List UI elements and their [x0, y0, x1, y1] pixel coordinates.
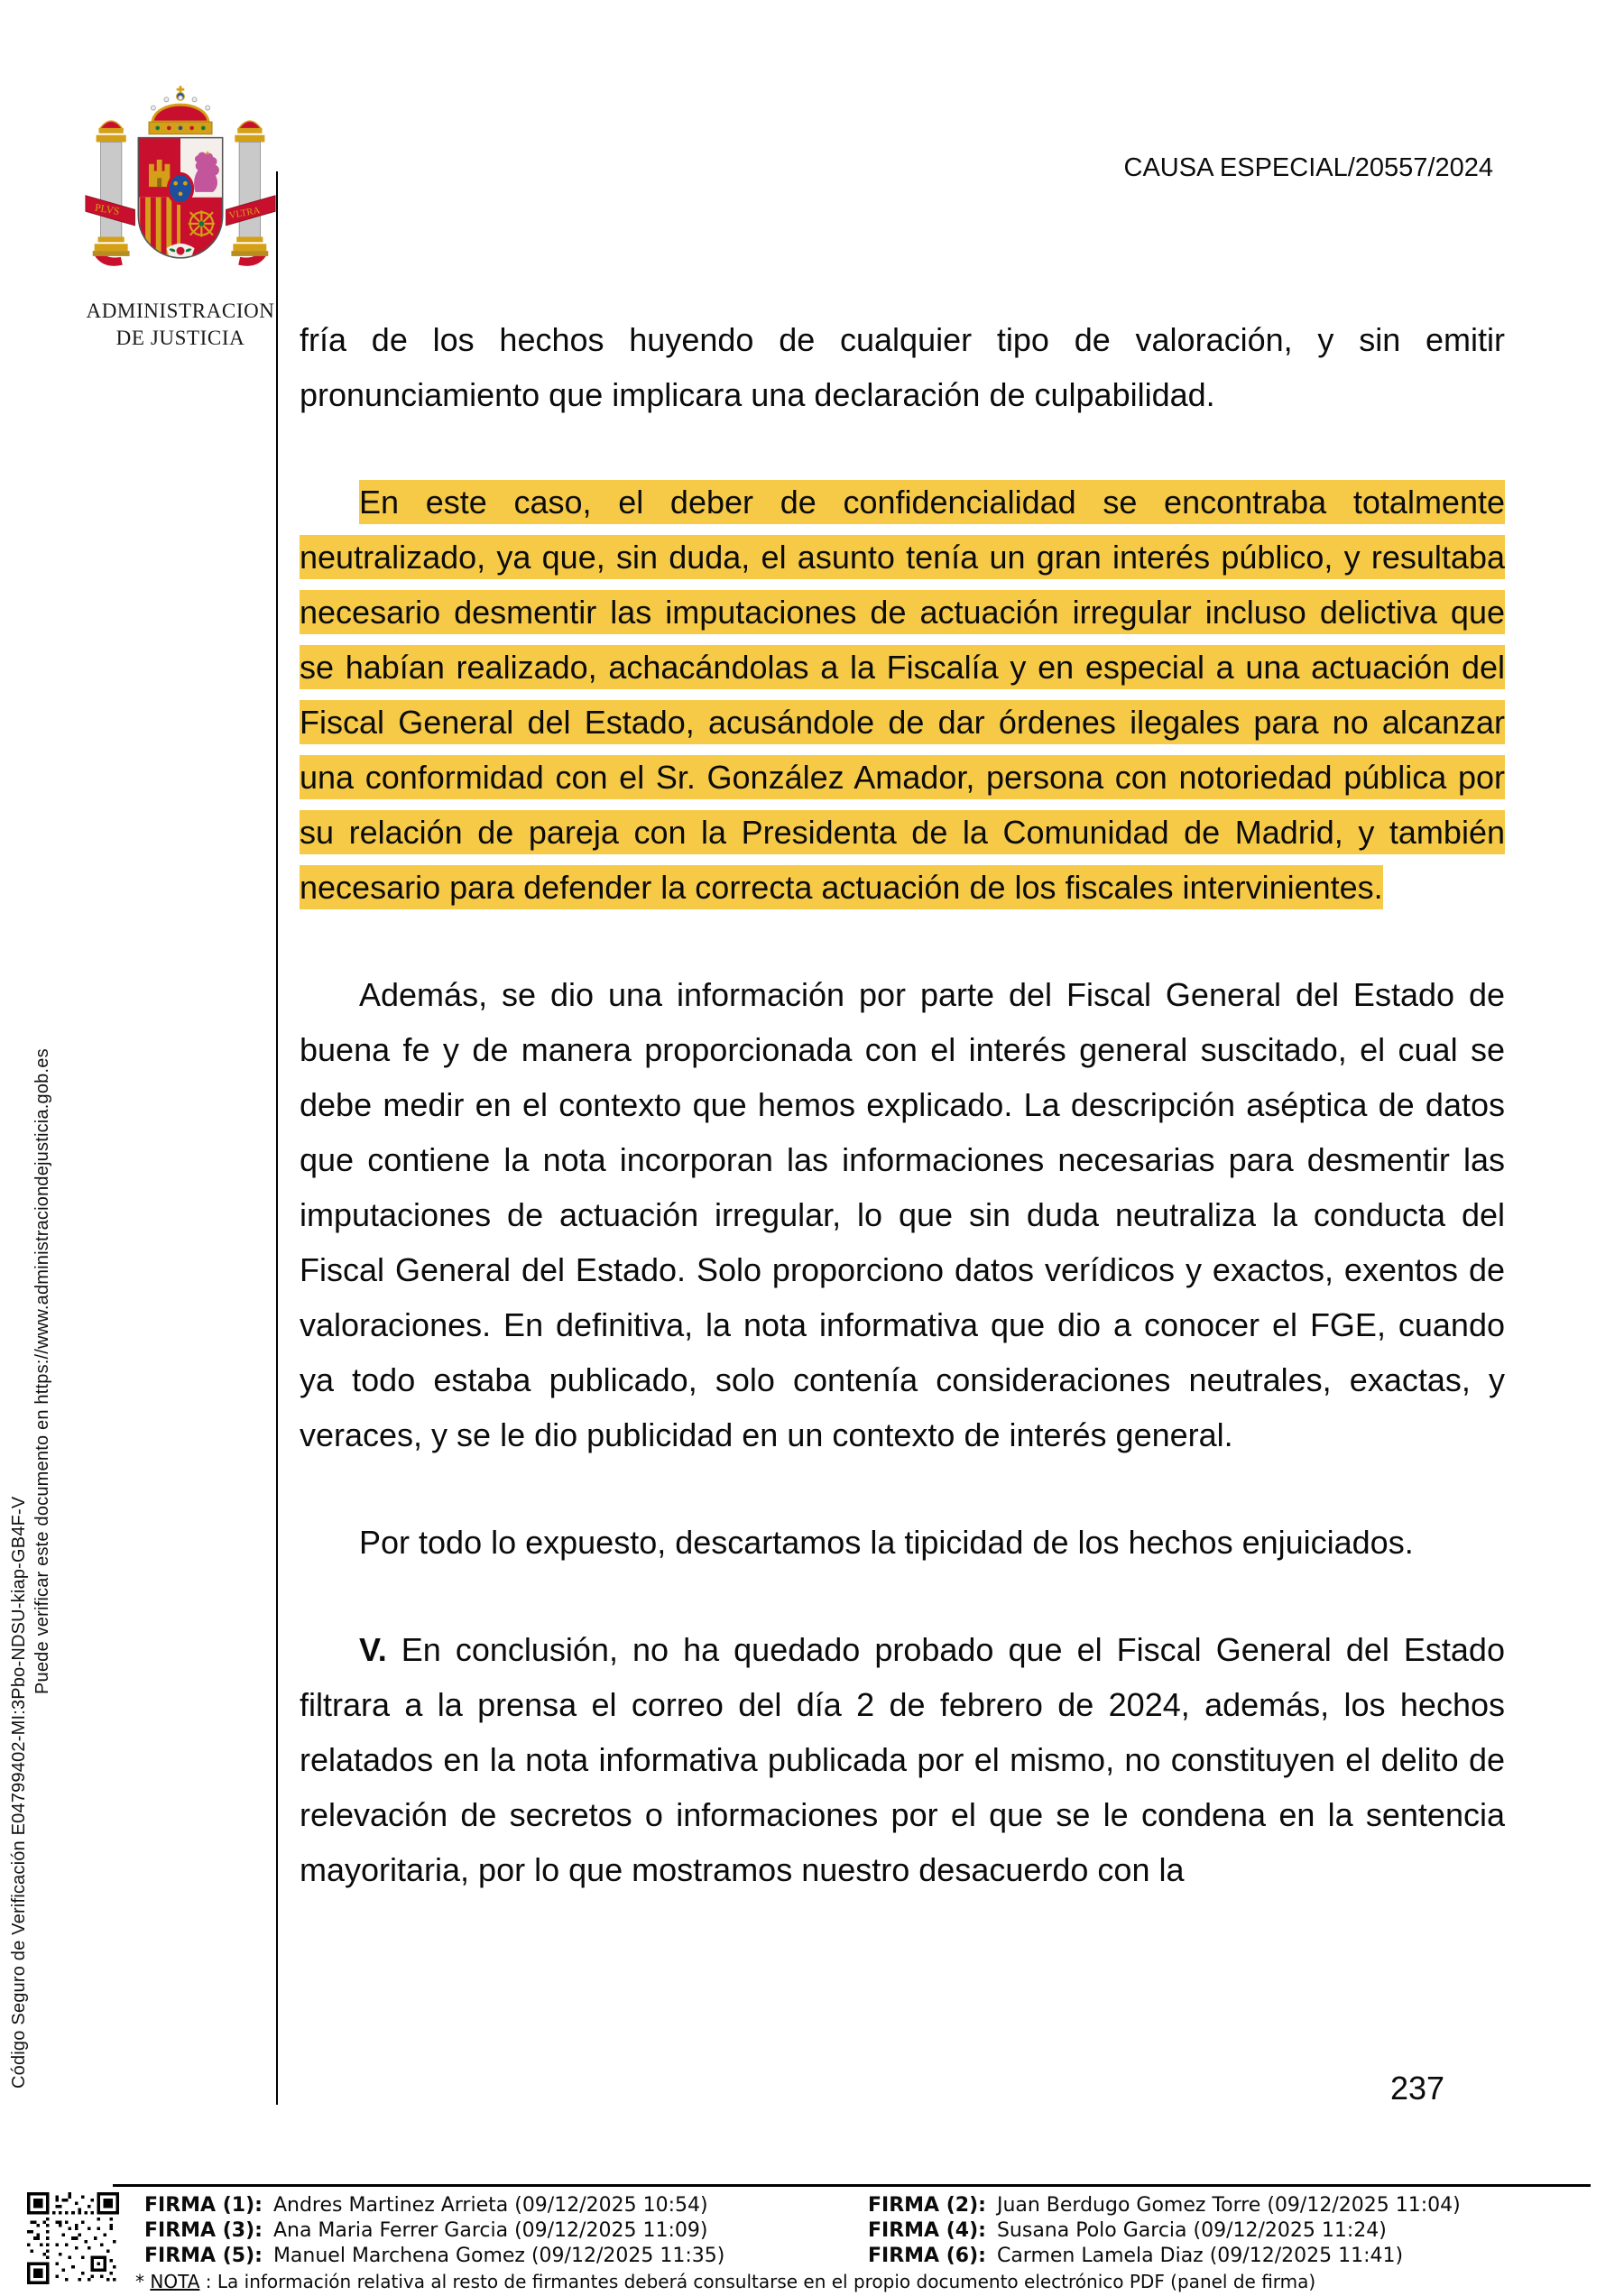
- signature-label: FIRMA (5):: [144, 2245, 263, 2267]
- footer-note: [135, 2271, 1315, 2292]
- conclusion-text: En conclusión, no ha quedado probado que el Fiscal General del Estado filtrara a la prensa el correo del día 2 de febrero de 2024, además, los hechos relatados en la nota informativa publicada por el mismo, no constituyen el delito de relevación de secretos o informaciones por el que se le condena en la sentencia mayoritaria, por lo que mostramos nuestro desacuerdo con la: [300, 1631, 1505, 1888]
- shield: [138, 138, 222, 260]
- coat-of-arms-icon: [84, 85, 277, 294]
- signature-label: FIRMA (4):: [868, 2219, 986, 2242]
- paragraph-3: Además, se dio una información por parte del Fiscal General del Estado de buena fe y de manera proporcionada con el interés general suscitado, el cual se debe medir en el contexto que hemos explicado. La descripción aséptica de datos que contiene la nota incorporan las informaciones necesarias para desmentir las imputaciones de actuación irregular, lo que sin duda neutraliza la conducta del Fiscal General del Estado. Solo proporciono datos verídicos y exactos, exentos de valoraciones. En definitiva, la nota informativa que dio a conocer el FGE, cuando ya todo estaba publicado, solo contenía consideraciones neutrales, exactas, y veraces, y se le dio publicidad en un contexto de interés general.: [300, 976, 1505, 1453]
- qr-code: [27, 2192, 119, 2284]
- signature-value: Manuel Marchena Gomez (09/12/2025 11:35): [272, 2245, 725, 2267]
- signature-entry: [868, 2193, 1597, 2218]
- paragraph-1: fría de los hechos huyendo de cualquier tipo de valoración, y sin emitir pronunciamiento que implicara una declaración de culpabilidad.: [300, 321, 1505, 413]
- paragraph-2: [300, 475, 1505, 915]
- signature-label: FIRMA (6):: [868, 2245, 986, 2267]
- footer-note-label: NOTA: [150, 2271, 200, 2292]
- crown-icon: [149, 86, 212, 134]
- signature-value: Susana Polo Garcia (09/12/2025 11:24): [996, 2219, 1387, 2242]
- signature-label: FIRMA (3):: [144, 2219, 263, 2242]
- signature-block: [144, 2193, 1597, 2269]
- signature-entry: [868, 2244, 1597, 2269]
- lion-quarter: [194, 152, 219, 192]
- signature-entry: [868, 2218, 1597, 2244]
- verification-url-vertical-text: Puede verificar este documento en https://www.administraciondejusticia.gob.es: [32, 1048, 52, 1694]
- signature-entry: [144, 2193, 868, 2218]
- signature-value: Carmen Lamela Diaz (09/12/2025 11:41): [996, 2245, 1404, 2267]
- paragraph-5: [300, 1622, 1505, 1897]
- motto-right-text: VLTRA: [227, 205, 262, 222]
- document-body: [300, 312, 1505, 1950]
- signature-entry: [144, 2244, 868, 2269]
- signature-value: Juan Berdugo Gomez Torre (09/12/2025 11:04): [996, 2194, 1461, 2217]
- pillar-left: [93, 121, 130, 256]
- pillar-right: [231, 121, 268, 256]
- highlighted-passage: En este caso, el deber de confidencialidad se encontraba totalmente neutralizado, ya que, sin duda, el asunto tenía un gran interés público, y resultaba necesario desmentir las imputaciones de actuación irregular incluso delictiva que se habían realizado, achacándolas a la Fiscalía y en especial a una actuación del Fiscal General del Estado, acusándole de dar órdenes ilegales para no alcanzar una conformidad con el Sr. González Amador, persona con notoriedad pública por su relación de pareja con la Presidenta de la Comunidad de Madrid, y también necesario para defender la correcta actuación de los fiscales intervinientes.: [300, 480, 1505, 909]
- org-caption-line2: DE JUSTICIA: [115, 327, 245, 349]
- signature-entry: [144, 2218, 868, 2244]
- paragraph-4: Por todo lo expuesto, descartamos la tipicidad de los hechos enjuiciados.: [359, 1524, 1414, 1561]
- bourbon-escutcheon: [168, 173, 192, 203]
- signature-label: FIRMA (1):: [144, 2194, 263, 2217]
- footer-note-text: : La información relativa al resto de firmantes deberá consultarse en el propio documento electrónico PDF (panel de firma): [199, 2271, 1316, 2292]
- verification-code-vertical-text: Código Seguro de Verificación E04799402-MI:3Pbo-NDSU-kiap-GB4F-V: [9, 1496, 29, 2089]
- administration-of-justice-logo: [77, 85, 284, 352]
- motto-left-text: PLVS: [94, 201, 121, 218]
- signature-value: Andres Martinez Arrieta (09/12/2025 10:54): [272, 2194, 708, 2217]
- page-number: 237: [1390, 2070, 1445, 2107]
- footer-divider: [113, 2184, 1591, 2187]
- conclusion-numeral: V.: [359, 1631, 387, 1668]
- margin-divider-line: [276, 171, 278, 2105]
- case-reference: CAUSA ESPECIAL/20557/2024: [1123, 153, 1493, 182]
- signature-label: FIRMA (2):: [868, 2194, 986, 2217]
- signature-value: Ana Maria Ferrer Garcia (09/12/2025 11:09): [272, 2219, 708, 2242]
- footer-note-asterisk: *: [135, 2271, 151, 2292]
- org-caption-line1: ADMINISTRACION: [86, 300, 275, 322]
